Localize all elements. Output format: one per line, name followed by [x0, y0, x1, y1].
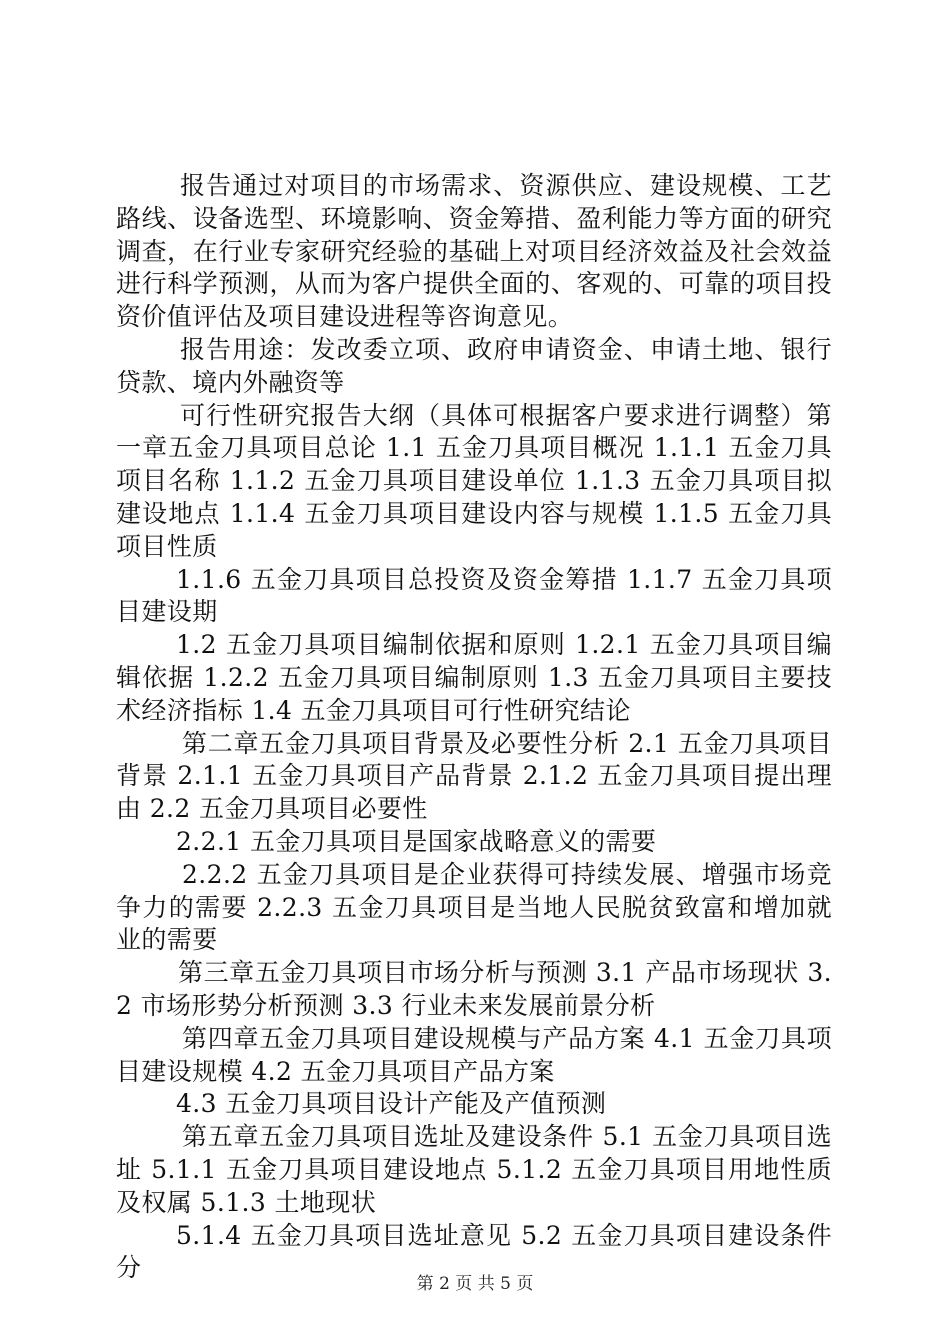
paragraph-report-overview: 报告通过对项目的市场需求、资源供应、建设规模、工艺路线、设备选型、环境影响、资金筹措、盈利能力等方面的研究调查，在行业专家研究经验的基础上对项目经济效益及社会效益进行科学预测，从而为客户提供全面的、客观的、可靠的项目投资价值评估及项目建设进程等咨询意见。 — [116, 171, 832, 332]
paragraph-outline-4-3: 4.3 五金刀具项目设计产能及产值预测 — [176, 1089, 607, 1119]
paragraph-outline-chapter-2: 第二章五金刀具项目背景及必要性分析 2.1 五金刀具项目背景 2.1.1 五金刀具项目产品背景 2.1.2 五金刀具项目提出理由 2.2 五金刀具项目必要性 — [116, 728, 832, 824]
paragraph-outline-chapter-1: 可行性研究报告大纲（具体可根据客户要求进行调整）第一章五金刀具项目总论 1.1 五金刀具项目概况 1.1.1 五金刀具项目名称 1.1.2 五金刀具项目建设单位 1.1.3 五金刀具项目拟建设地点 1.1.4 五金刀具项目建设内容与规模 1.1.5 五金刀具项目性质 — [116, 400, 832, 561]
paragraph-outline-2-2-2: 2.2.2 五金刀具项目是企业获得可持续发展、增强市场竞争力的需要 2.2.3 五金刀具项目是当地人民脱贫致富和增加就业的需要 — [116, 859, 832, 955]
paragraph-outline-1-1-6: 1.1.6 五金刀具项目总投资及资金筹措 1.1.7 五金刀具项目建设期 — [116, 564, 832, 627]
paragraph-outline-2-2-1: 2.2.1 五金刀具项目是国家战略意义的需要 — [176, 826, 657, 856]
page-number-footer: 第 2 页 共 5 页 — [416, 1274, 534, 1294]
paragraph-outline-chapter-4: 第四章五金刀具项目建设规模与产品方案 4.1 五金刀具项目建设规模 4.2 五金刀具项目产品方案 — [116, 1023, 832, 1086]
paragraph-outline-chapter-5: 第五章五金刀具项目选址及建设条件 5.1 五金刀具项目选址 5.1.1 五金刀具项目建设地点 5.1.2 五金刀具项目用地性质及权属 5.1.3 土地现状 — [116, 1122, 832, 1217]
paragraph-outline-1-2: 1.2 五金刀具项目编制依据和原则 1.2.1 五金刀具项目编辑依据 1.2.2 五金刀具项目编制原则 1.3 五金刀具项目主要技术经济指标 1.4 五金刀具项目可行性研究结论 — [116, 630, 832, 725]
paragraph-outline-chapter-3: 第三章五金刀具项目市场分析与预测 3.1 产品市场现状 3.2 市场形势分析预测 3.3 行业未来发展前景分析 — [116, 958, 832, 1020]
paragraph-report-purpose: 报告用途：发改委立项、政府申请资金、申请土地、银行贷款、境内外融资等 — [116, 334, 832, 397]
paragraph-outline-5-1-4: 5.1.4 五金刀具项目选址意见 5.2 五金刀具项目建设条件分 — [116, 1220, 832, 1283]
document-body — [116, 170, 832, 1285]
